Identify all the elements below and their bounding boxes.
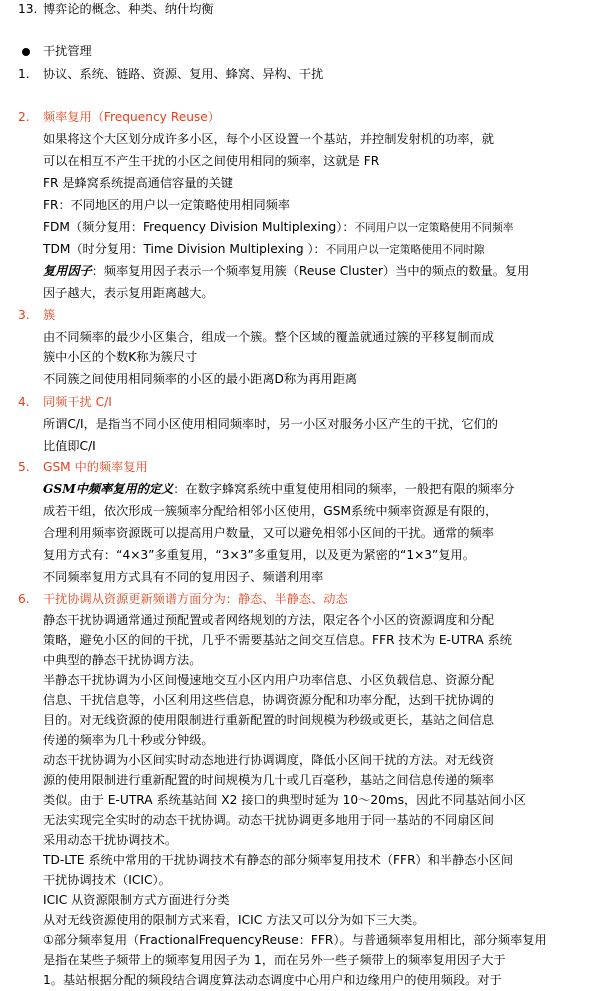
paragraph-line: FR 是蜂窝系统提高通信容量的关键	[43, 176, 233, 190]
item-text: 博弈论的概念、种类、纳什均衡	[43, 2, 214, 16]
paragraph-line: 可以在相互不产生干扰的小区之间使用相同的频率，这就是 FR	[43, 154, 380, 168]
paragraph-line: 是指在某些子频带上的频率复用因子为 1，而在另外一些子频带上的频率复用因子大于	[43, 953, 506, 967]
paragraph-line: 传递的频率为几十秒或分钟级。	[43, 733, 214, 747]
item-number: 2.	[18, 110, 30, 124]
paragraph-line: 所谓C/I，是指当不同小区使用相同频率时，另一小区对服务小区产生的干扰，它们的	[43, 417, 498, 431]
item-number: 4.	[18, 395, 30, 409]
item-number: 6.	[18, 592, 30, 606]
paragraph-line: 半静态干扰协调为小区间慢速地交互小区内用户功率信息、小区负载信息、资源分配	[43, 673, 494, 687]
section-title: 干扰管理	[43, 44, 92, 58]
paragraph-line: 类似。由于 E-UTRA 系统基站间 X2 接口的典型时延为 10～20ms，因此不同基站间小区	[43, 793, 526, 807]
reuse-factor-line	[43, 260, 529, 282]
paragraph-line: ICIC 从资源限制方式方面进行分类	[43, 893, 230, 907]
tdm-line	[43, 238, 485, 261]
paragraph-line: 不同簇之间使用相同频率的小区的最小距离D称为再用距离	[43, 372, 358, 386]
paragraph-line: TD-LTE 系统中常用的干扰协调技术有静态的部分频率复用技术（FFR）和半静态小区间	[43, 853, 514, 867]
paragraph-line: 无法实现完全实时的动态干扰协调。动态干扰协调更多地用于同一基站的不同扇区间	[43, 813, 494, 827]
item-text: 协议、系统、链路、资源、复用、蜂窝、异构、干扰	[43, 67, 324, 81]
item-title: 干扰协调从资源更新频谱方面分为：静态、半静态、动态	[43, 592, 348, 606]
reuse-factor-text: ：频率复用因子表示一个频率复用簇（Reuse Cluster）当中的频点的数量。复用	[91, 264, 530, 278]
item-number: 3.	[18, 308, 30, 322]
gsm-definition-text: ：在数字蜂窝系统中重复使用相同的频率，一般把有限的频率分	[173, 482, 515, 496]
paragraph-line: 由不同频率的最少小区集合，组成一个簇。整个区域的覆盖就通过簇的平移复制而成	[43, 330, 494, 344]
paragraph-line: 复用方式有：“4×3”多重复用，“3×3”多重复用，以及更为紧密的“1×3”复用。	[43, 548, 475, 562]
paragraph-line: 从对无线资源使用的限制方式来看，ICIC 方法又可以分为如下三大类。	[43, 913, 425, 927]
tdm-main: TDM（时分复用：Time Division Multiplexing ）：	[43, 242, 326, 256]
item-number: 5.	[18, 460, 30, 474]
paragraph-line: 源的使用限制进行重新配置的时间规模为几十或几百毫秒，基站之间信息传递的频率	[43, 773, 494, 787]
paragraph-line: 中典型的静态干扰协调方法。	[43, 653, 202, 667]
reuse-factor-label: 复用因子	[43, 264, 92, 278]
tdm-note: 不同用户以一定策略使用不同时隙	[325, 244, 485, 256]
item-title: 簇	[43, 308, 56, 322]
paragraph-line: 策略，避免小区的间的干扰，几乎不需要基站之间交互信息。FFR 技术为 E-UTRA 系统	[43, 633, 512, 647]
item-title: 同频干扰 C/I	[43, 395, 112, 409]
paragraph-line: 比值即C/I	[43, 439, 96, 453]
paragraph-line: 因子越大，表示复用距离越大。	[43, 286, 214, 300]
paragraph-line: FR：不同地区的用户以一定策略使用相同频率	[43, 198, 291, 212]
paragraph-line: ①部分频率复用（FractionalFrequencyReuse：FFR）。与普通频率复用相比，部分频率复用	[43, 933, 547, 947]
fdm-main: FDM（频分复用：Frequency Division Multiplexing）：	[43, 220, 355, 234]
paragraph-line: 如果将这个大区划分成许多小区，每个小区设置一个基站，并控制发射机的功率，就	[43, 132, 494, 146]
paragraph-line: 合理利用频率资源既可以提高用户数量，又可以避免相邻小区间的干扰。通常的频率	[43, 526, 494, 540]
item-number: 13.	[18, 2, 38, 16]
bullet-dot-icon	[22, 48, 30, 56]
paragraph-line: 成若干组，依次形成一簇频率分配给相邻小区使用，GSM系统中频率资源是有限的，	[43, 504, 498, 518]
fdm-note: 不同用户以一定策略使用不同频率	[354, 222, 514, 234]
paragraph-line: 动态干扰协调为小区间实时动态地进行协调调度，降低小区间干扰的方法。对无线资	[43, 753, 494, 767]
paragraph-line: 1。基站根据分配的频段结合调度算法动态调度中心用户和边缘用户的使用频段。对于	[43, 973, 502, 987]
paragraph-line: 不同频率复用方式具有不同的复用因子、频谱利用率	[43, 570, 324, 584]
paragraph-line: 采用动态干扰协调技术。	[43, 833, 178, 847]
item-title: 频率复用（Frequency Reuse）	[43, 110, 220, 124]
paragraph-line: 信息、干扰信息等，小区利用这些信息，协调资源分配和功率分配，达到干扰协调的	[43, 693, 494, 707]
gsm-definition-label: GSM中频率复用的定义	[43, 482, 174, 496]
item-number: 1.	[18, 67, 30, 81]
paragraph-line: 静态干扰协调通常通过预配置或者网络规划的方法，限定各个小区的资源调度和分配	[43, 613, 494, 627]
item-title: GSM 中的频率复用	[43, 460, 148, 474]
gsm-definition-line	[43, 478, 514, 500]
paragraph-line: 簇中小区的个数K称为簇尺寸	[43, 350, 198, 364]
paragraph-line: 干扰协调技术（ICIC）。	[43, 873, 171, 887]
paragraph-line: 目的。对无线资源的使用限制进行重新配置的时间规模为秒级或更长，基站之间信息	[43, 713, 494, 727]
fdm-line	[43, 216, 513, 239]
